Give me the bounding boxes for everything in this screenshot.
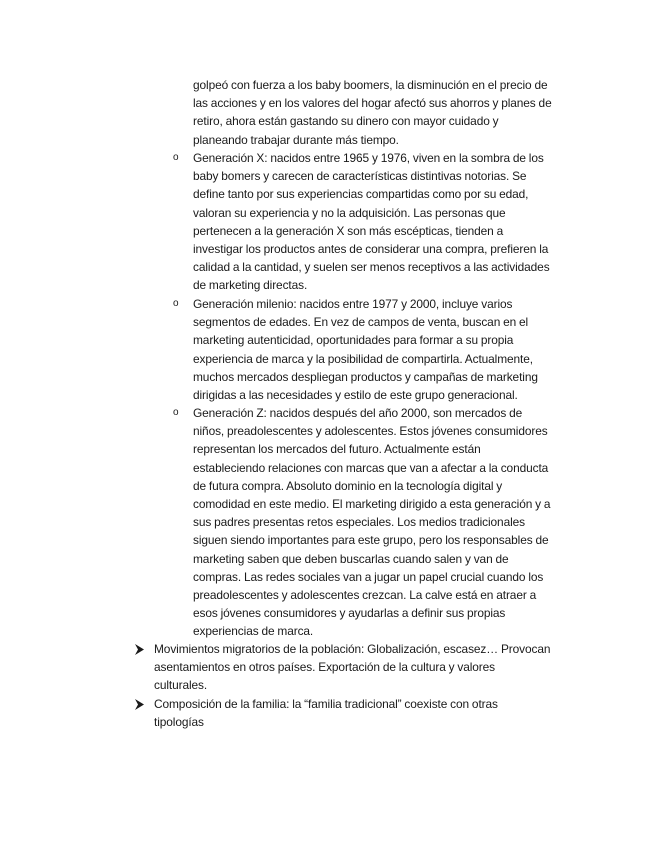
subitem-generacion-milenio [193, 295, 585, 404]
text-line: de marketing directas. [193, 278, 308, 293]
subitem-generacion-z [193, 404, 585, 641]
text-line: segmentos de edades. En vez de campos de venta, buscan en el [193, 315, 529, 330]
text-line: culturales. [154, 678, 208, 693]
text-line: muchos mercados despliegan productos y campañas de marketing [193, 369, 538, 384]
text-line: define tanto por sus experiencias compartidas como por su edad, [193, 187, 529, 202]
text-line: estableciendo relaciones con marcas que van a afectar a la conducta [193, 460, 549, 475]
text-line: marketing saben que deben buscarlas cuando salen y van de [193, 551, 509, 566]
text-line: Movimientos migratorios de la población: Globalización, escasez… Provocan [154, 642, 551, 656]
text-line: marketing autenticidad, oportunidades para formar a su propia [193, 333, 514, 348]
text-line: sus padres presentas retos especiales. Los medios tradicionales [193, 515, 525, 530]
main-item-composicion-familia [154, 695, 584, 731]
text-line: experiencias de marca. [193, 624, 314, 639]
hollow-bullet-icon: o [173, 407, 179, 418]
text-line: Generación Z: nacidos después del año 2000, son mercados de [193, 406, 523, 420]
text-line: pertenecen a la generación X son más escépticas, tienden a [193, 223, 504, 238]
arrow-bullet-icon [134, 695, 146, 713]
text-line: retiro, ahora están gastando su dinero con mayor cuidado y [193, 114, 499, 129]
subitem-generacion-x [193, 149, 585, 295]
main-item-movimientos-migratorios [154, 640, 584, 695]
text-line: asentamientos en otros países. Exportación de la cultura y valores [154, 660, 496, 675]
text-line: golpeó con fuerza a los baby boomers, la disminución en el precio de [193, 78, 548, 92]
text-line: dirigidas a las necesidades y estilo de este grupo generacional. [193, 388, 518, 403]
text-line: baby bomers y carecen de características distintivas notorias. Se [193, 169, 527, 184]
text-line: las acciones y en los valores del hogar afectó sus ahorros y planes de [193, 96, 552, 111]
arrow-bullet-icon [134, 640, 146, 658]
text-line: siguen siendo importantes para este grupo, pero los responsables de [193, 533, 549, 548]
text-line: tipologías [154, 715, 204, 730]
text-line: esos jóvenes consumidores y ayudarlas a definir sus propias [193, 606, 506, 621]
subitem-continuation-baby-boomers [193, 76, 585, 149]
hollow-bullet-icon: o [173, 298, 179, 309]
text-line: Generación X: nacidos entre 1965 y 1976, viven en la sombra de los [193, 151, 544, 165]
text-line: investigar los productos antes de considerar una compra, prefieren la [193, 242, 549, 257]
text-line: experiencia de marca y la posibilidad de compartirla. Actualmente, [193, 351, 533, 366]
text-line: compras. Las redes sociales van a jugar un papel crucial cuando los [193, 569, 544, 584]
text-line: valoran su experiencia y no la adquisición. Las personas que [193, 205, 506, 220]
text-line: calidad a la cantidad, y suelen ser menos receptivos a las actividades [193, 260, 550, 275]
text-line: de futura compra. Absoluto dominio en la tecnología digital y [193, 478, 503, 493]
text-line: comodidad en este medio. El marketing dirigido a esta generación y a [193, 497, 551, 512]
text-line: planeando trabajar durante más tiempo. [193, 132, 399, 147]
text-line: representan los mercados del futuro. Actualmente están [193, 442, 481, 457]
text-line: preadolescentes y adolescentes crezcan. La calve está en atraer a [193, 588, 537, 603]
text-line: Generación milenio: nacidos entre 1977 y 2000, incluye varios [193, 297, 513, 311]
text-line: niños, preadolescentes y adolescentes. Estos jóvenes consumidores [193, 424, 548, 439]
text-line: Composición de la familia: la “familia tradicional” coexiste con otras [154, 697, 498, 711]
hollow-bullet-icon: o [173, 152, 179, 163]
